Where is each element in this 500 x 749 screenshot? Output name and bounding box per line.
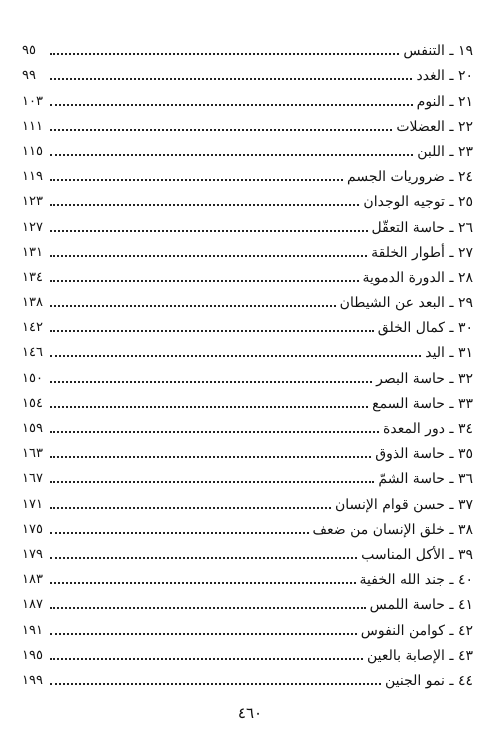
- toc-entry-page: ١٢٧: [22, 219, 43, 235]
- toc-entry: [22, 388, 473, 413]
- dot-leader: [50, 129, 392, 131]
- toc-entry-title: ٢٩ ـ البعد عن الشيطان: [339, 295, 473, 312]
- toc-entry-page: ١٠٣: [22, 93, 43, 109]
- dot-leader: [50, 456, 371, 458]
- toc-entry-page: ١٦٧: [22, 471, 43, 487]
- dot-leader: [50, 204, 359, 206]
- toc-entry-title: ٢٣ ـ اللبن: [417, 143, 473, 160]
- dot-leader: [50, 557, 357, 559]
- toc-entry-title: ٣٢ ـ حاسة البصر: [376, 370, 473, 387]
- toc-entry-title: ٣٠ ـ كمال الخلق: [377, 320, 473, 337]
- toc-entry-title: ٢١ ـ النوم: [416, 93, 473, 110]
- dot-leader: [50, 507, 331, 509]
- toc-entry-title: ٤٤ ـ نمو الجنين: [384, 672, 473, 689]
- toc-entry-title: ٢٨ ـ الدورة الدموية: [362, 269, 473, 286]
- dot-leader: [50, 532, 309, 534]
- toc-entry: [22, 463, 473, 488]
- toc-entry: [22, 287, 473, 312]
- toc-entry-page: ١٨٧: [22, 597, 43, 613]
- toc-entry-title: ٢٠ ـ الغدد: [416, 68, 473, 85]
- dot-leader: [50, 381, 372, 383]
- dot-leader: [50, 104, 413, 106]
- dot-leader: [50, 658, 363, 660]
- toc-entry-page: ١٩٥: [22, 647, 43, 663]
- toc-entry-title: ٤٠ ـ جند الله الخفية: [359, 572, 473, 589]
- toc-entry: [22, 85, 473, 110]
- toc-entry-title: ٤١ ـ حاسة اللمس: [369, 597, 473, 614]
- toc-entry: [22, 438, 473, 463]
- toc-entry-page: ٩٩: [22, 68, 36, 84]
- toc-entry: [22, 161, 473, 186]
- toc-entry: [22, 514, 473, 539]
- dot-leader: [50, 255, 367, 257]
- dot-leader: [50, 683, 381, 685]
- toc-entry: [22, 262, 473, 287]
- toc-entry-page: ١٣٤: [22, 269, 43, 285]
- toc-entry-title: ٣٦ ـ حاسة الشمّ: [378, 471, 473, 488]
- toc-entry-title: ٢٢ ـ العضلات: [396, 118, 473, 135]
- toc-entry: [22, 186, 473, 211]
- toc-entry-page: ١٥٤: [22, 395, 43, 411]
- toc-entry: [22, 211, 473, 236]
- toc-entry-page: ١١١: [22, 118, 43, 134]
- table-of-contents: [22, 35, 473, 690]
- toc-entry-page: ١٩١: [22, 622, 43, 638]
- toc-entry-page: ١١٩: [22, 169, 43, 185]
- toc-entry-title: ٣٩ ـ الأكل المناسب: [361, 546, 473, 563]
- dot-leader: [50, 280, 359, 282]
- toc-entry-page: ١٧٥: [22, 521, 43, 537]
- toc-entry-page: ١٢٣: [22, 194, 43, 210]
- dot-leader: [50, 481, 374, 483]
- toc-entry: [22, 35, 473, 60]
- toc-entry: [22, 312, 473, 337]
- dot-leader: [50, 607, 366, 609]
- dot-leader: [50, 53, 399, 55]
- toc-entry-page: ١٦٣: [22, 446, 43, 462]
- toc-entry-page: ١٧١: [22, 496, 43, 512]
- toc-entry: [22, 413, 473, 438]
- toc-entry-page: ١٨٣: [22, 572, 43, 588]
- toc-entry-page: ١١٥: [22, 143, 43, 159]
- toc-entry-title: ٢٧ ـ أطوار الخلقة: [371, 244, 473, 261]
- dot-leader: [50, 179, 343, 181]
- toc-entry: [22, 539, 473, 564]
- dot-leader: [50, 431, 379, 433]
- dot-leader: [50, 78, 412, 80]
- toc-entry: [22, 665, 473, 690]
- toc-entry: [22, 614, 473, 639]
- toc-entry-title: ٣٥ ـ حاسة الذوق: [375, 446, 473, 463]
- toc-entry: [22, 237, 473, 262]
- toc-entry: [22, 488, 473, 513]
- toc-entry-title: ٢٤ ـ ضروريات الجسم: [347, 169, 473, 186]
- toc-entry-title: ٣٨ ـ خلق الإنسان من ضعف: [312, 521, 473, 538]
- toc-entry: [22, 640, 473, 665]
- toc-entry: [22, 111, 473, 136]
- toc-entry: [22, 337, 473, 362]
- dot-leader: [50, 330, 374, 332]
- toc-entry: [22, 589, 473, 614]
- toc-entry-page: ١٥٩: [22, 421, 43, 436]
- toc-entry-title: ٤٢ ـ كوامن النفوس: [360, 622, 473, 639]
- toc-entry: [22, 362, 473, 387]
- dot-leader: [50, 355, 421, 357]
- toc-entry-title: ٣٧ ـ حسن قوام الإنسان: [334, 496, 473, 513]
- toc-entry: [22, 564, 473, 589]
- toc-entry-page: ١٥٠: [22, 370, 43, 386]
- dot-leader: [50, 633, 357, 635]
- toc-entry-page: ١٩٩: [22, 672, 43, 688]
- toc-entry-page: ١٤٦: [22, 345, 43, 361]
- toc-entry-page: ١٧٩: [22, 546, 43, 562]
- toc-entry-title: ٢٥ ـ توجيه الوجدان: [363, 194, 473, 211]
- toc-entry-page: ١٣١: [22, 244, 43, 260]
- toc-entry-title: ٣٤ ـ دور المعدة: [383, 421, 473, 437]
- toc-entry: [22, 136, 473, 161]
- page-number: ٤٦٠: [237, 704, 263, 722]
- toc-entry-title: ٣١ ـ اليد: [425, 345, 473, 362]
- toc-entry: [22, 60, 473, 85]
- dot-leader: [50, 406, 368, 408]
- dot-leader: [50, 582, 356, 584]
- toc-entry-page: ٩٥: [22, 43, 36, 59]
- dot-leader: [50, 230, 368, 232]
- toc-entry-title: ١٩ ـ التنفس: [403, 43, 473, 60]
- toc-entry-title: ٣٣ ـ حاسة السمع: [372, 395, 473, 412]
- toc-entry-title: ٤٣ ـ الإصابة بالعين: [367, 647, 473, 664]
- dot-leader: [50, 305, 336, 307]
- toc-entry-page: ١٣٨: [22, 295, 43, 311]
- toc-entry-page: ١٤٢: [22, 320, 43, 336]
- dot-leader: [50, 154, 413, 156]
- toc-entry-title: ٢٦ ـ حاسة التعقّل: [371, 219, 473, 236]
